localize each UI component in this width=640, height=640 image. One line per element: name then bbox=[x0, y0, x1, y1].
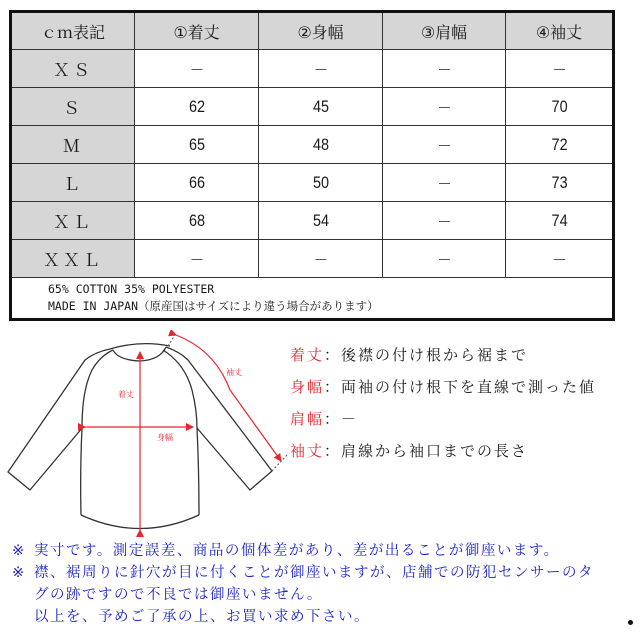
size-label: ＸＳ bbox=[11, 50, 135, 88]
note-text: 襟、裾周りに針穴が目に付くことが御座いますが、店舗での防犯センサーのタ bbox=[34, 565, 594, 581]
cell-shoulder: － bbox=[392, 50, 497, 88]
size-label: Ｌ bbox=[11, 164, 135, 202]
legend-key: 肩幅 bbox=[290, 410, 325, 428]
legend-value: ：後襟の付け根から裾まで bbox=[324, 346, 529, 364]
cell-width: － bbox=[268, 50, 373, 88]
cell-sleeve: 74 bbox=[514, 202, 606, 240]
legend-key: 着丈 bbox=[290, 346, 325, 364]
cell-width: 54 bbox=[268, 202, 373, 240]
cell-width: － bbox=[268, 240, 373, 278]
cell-shoulder: － bbox=[392, 164, 497, 202]
note-line bbox=[12, 562, 594, 584]
cell-sleeve: 73 bbox=[514, 164, 606, 202]
origin-text: MADE IN JAPAN（原産国はサイズにより違う場合があります） bbox=[48, 299, 379, 313]
cell-width: 50 bbox=[268, 164, 373, 202]
size-label: ＸＬ bbox=[11, 202, 135, 240]
header-length: ①着丈 bbox=[135, 12, 259, 50]
sleeve-arrow bbox=[176, 335, 281, 461]
legend-key: 袖丈 bbox=[290, 442, 325, 460]
size-table bbox=[9, 10, 615, 321]
cell-shoulder: － bbox=[392, 202, 497, 240]
cell-sleeve: － bbox=[514, 50, 606, 88]
legend-item bbox=[290, 340, 596, 372]
cell-sleeve: － bbox=[514, 240, 606, 278]
reference-mark-icon: ※ bbox=[12, 565, 26, 581]
cell-shoulder: － bbox=[392, 126, 497, 164]
legend-item bbox=[290, 372, 596, 404]
legend-item bbox=[290, 404, 596, 436]
material-text: 65% COTTON 35% POLYESTER bbox=[48, 282, 215, 296]
table-row bbox=[11, 202, 614, 240]
note-line bbox=[12, 584, 594, 606]
cell-length: 68 bbox=[144, 202, 249, 240]
header-row bbox=[11, 12, 614, 50]
header-shoulder: ③肩幅 bbox=[383, 12, 506, 50]
legend-value: ：両袖の付け根下を直線で測った値 bbox=[324, 378, 597, 396]
note-line bbox=[12, 606, 594, 628]
legend-item bbox=[290, 436, 596, 468]
dot-mark bbox=[628, 620, 633, 625]
label-length: 着丈 bbox=[118, 390, 134, 399]
cell-length: 62 bbox=[144, 88, 249, 126]
header-sleeve: ④袖丈 bbox=[506, 12, 614, 50]
cell-width: 45 bbox=[268, 88, 373, 126]
label-sleeve: 袖丈 bbox=[226, 368, 242, 377]
note-text: 以上を、予めご了承の上、お買い求め下さい。 bbox=[34, 609, 370, 625]
size-label: ＸＸＬ bbox=[11, 240, 135, 278]
table-row bbox=[11, 88, 614, 126]
cell-length: － bbox=[144, 240, 249, 278]
table-row bbox=[11, 126, 614, 164]
cell-length: 65 bbox=[144, 126, 249, 164]
header-width: ②身幅 bbox=[259, 12, 383, 50]
cell-shoulder: － bbox=[392, 240, 497, 278]
note-text: 実寸です。測定誤差、商品の個体差があり、差が出ることが御座います。 bbox=[34, 543, 560, 559]
notes bbox=[12, 540, 594, 628]
label-width: 身幅 bbox=[157, 433, 173, 442]
cell-shoulder: － bbox=[392, 88, 497, 126]
cell-sleeve: 72 bbox=[514, 126, 606, 164]
material-info bbox=[11, 278, 614, 320]
note-line bbox=[12, 540, 594, 562]
garment-diagram bbox=[0, 330, 300, 540]
table-row bbox=[11, 50, 614, 88]
cell-width: 48 bbox=[268, 126, 373, 164]
table-row bbox=[11, 164, 614, 202]
table-row bbox=[11, 240, 614, 278]
legend-value: ：－ bbox=[324, 410, 359, 428]
measurement-legend bbox=[290, 340, 596, 468]
guide-lines bbox=[168, 333, 288, 471]
cell-length: 66 bbox=[144, 164, 249, 202]
note-text: グの跡ですので不良では御座いません。 bbox=[34, 587, 323, 603]
legend-value: ：肩線から袖口までの長さ bbox=[324, 442, 529, 460]
header-unit: ｃｍ表記 bbox=[11, 12, 135, 50]
cell-length: － bbox=[144, 50, 249, 88]
cell-sleeve: 70 bbox=[514, 88, 606, 126]
size-label: Ｓ bbox=[11, 88, 135, 126]
legend-key: 身幅 bbox=[290, 378, 325, 396]
footer-row bbox=[11, 278, 614, 320]
measurement-arrows bbox=[85, 335, 281, 530]
size-label: Ｍ bbox=[11, 126, 135, 164]
reference-mark-icon: ※ bbox=[12, 543, 26, 559]
